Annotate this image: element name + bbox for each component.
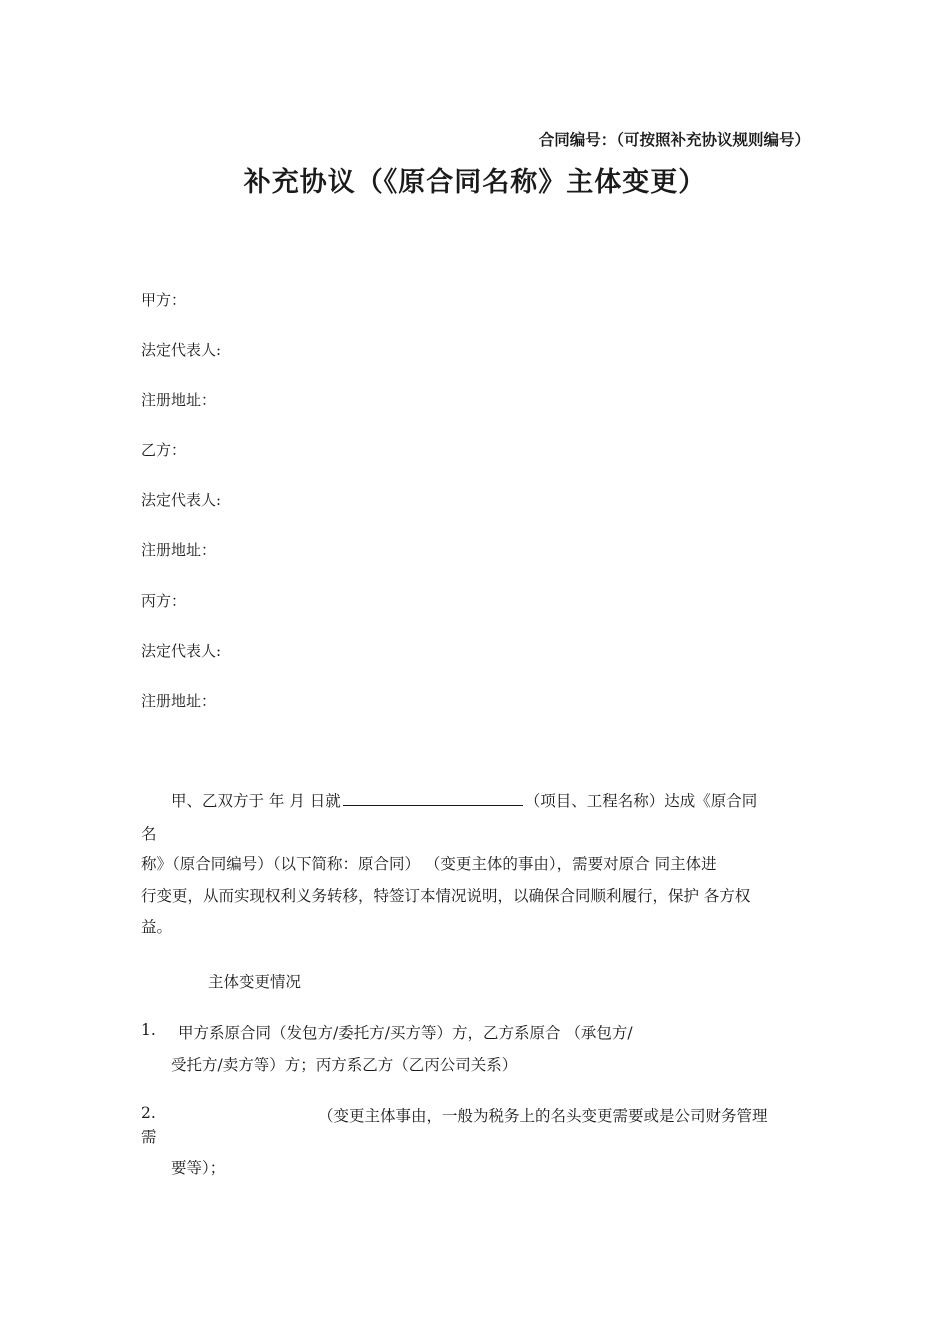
item1-line2: 受托方/卖方等）方；丙方系乙方（乙丙公司关系） [171,1056,518,1074]
intro-paragraph-line2: 名 [141,825,157,843]
party-a-label: 甲方： [141,291,187,309]
contract-number: 合同编号：（可按照补充协议规则编号） [538,131,810,149]
party-a-representative-label: 法定代表人: [141,341,222,359]
party-b-representative-label: 法定代表人: [141,491,222,509]
party-c-address-label: 注册地址： [141,692,217,710]
party-c-representative-label: 法定代表人: [141,642,222,660]
intro-paragraph-line4: 行变更，从而实现权利义务转移，特签订本情况说明，以确保合同顺利履行，保护 各方权 [141,887,751,905]
item2-number: 2. [141,1104,156,1122]
intro-text-after-blank: （项目、工程名称）达成《原合同 [524,792,758,810]
item1-number: 1. [141,1021,156,1039]
intro-text-before-blank: 甲、乙双方于 年 月 日就 [171,792,341,810]
party-b-address-label: 注册地址： [141,541,217,559]
section-heading: 主体变更情况 [208,973,302,991]
intro-paragraph-line5: 益。 [141,918,173,936]
party-b-label: 乙方： [141,441,187,459]
intro-paragraph-line1 [171,789,757,811]
item2-line1: （变更主体事由，一般为税务上的名头变更需要或是公司财务管理 [318,1107,768,1125]
party-a-address-label: 注册地址： [141,391,217,409]
item2-line3: 要等）； [171,1159,226,1177]
intro-paragraph-line3: 称》（原合同编号）（以下简称：原合同） （变更主体的事由），需要对原合 同主体进 [141,855,717,873]
party-c-label: 丙方： [141,592,187,610]
project-name-blank [343,791,523,806]
document-title: 补充协议（《原合同名称》主体变更） [243,167,707,198]
item2-line2: 需 [141,1128,157,1146]
item1-line1: 甲方系原合同（发包方/委托方/买方等）方，乙方系原合 （承包方/ [178,1024,633,1042]
